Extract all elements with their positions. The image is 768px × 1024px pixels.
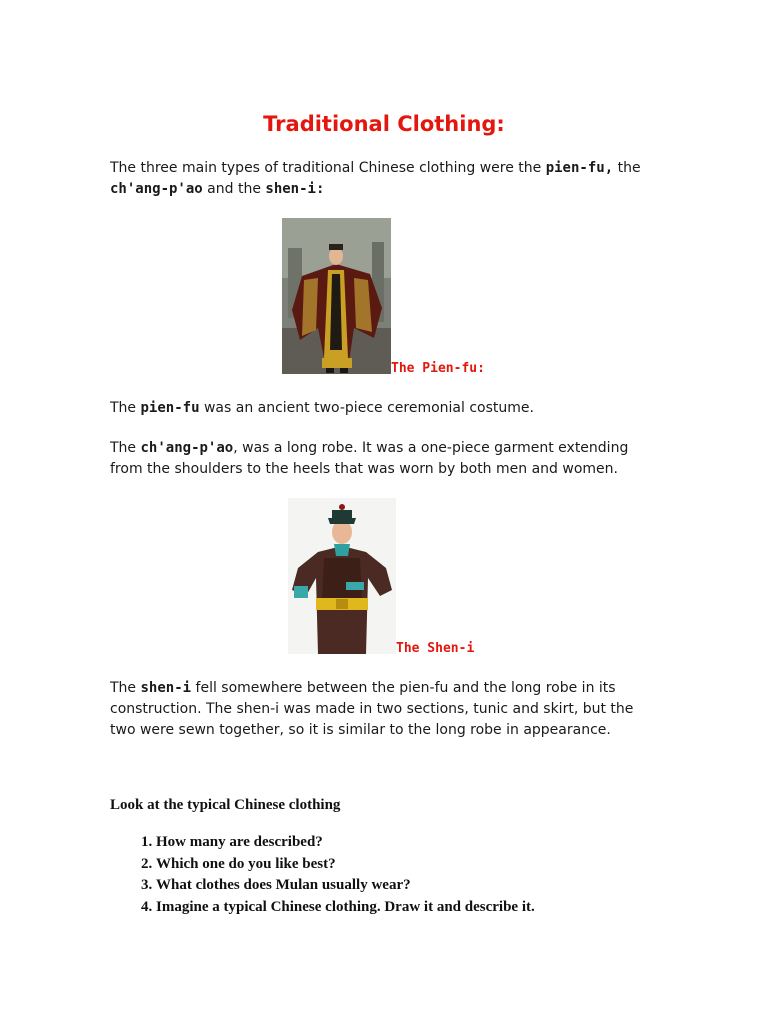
- pien-fu-paragraph: [110, 398, 670, 419]
- paragraph-text: was an ancient two-piece ceremonial costume.: [199, 400, 534, 416]
- paragraph-text: The: [110, 680, 141, 696]
- term-changpao: ch'ang-p'ao: [110, 181, 203, 197]
- pien-fu-caption: The Pien-fu:: [391, 361, 485, 376]
- intro-text: The three main types of traditional Chinese clothing were the: [110, 160, 546, 176]
- shen-i-illustration: [288, 498, 396, 654]
- question-list: [112, 832, 716, 918]
- intro-paragraph: [110, 158, 670, 200]
- page-title: Traditional Clothing:: [263, 112, 505, 136]
- paragraph-text: The: [110, 400, 141, 416]
- shen-i-photo: [288, 498, 396, 654]
- pien-fu-illustration: [282, 218, 391, 374]
- exercise-heading: Look at the typical Chinese clothing: [110, 797, 341, 813]
- term-shen-i: shen-i:: [265, 181, 325, 197]
- question-item: 1. How many are described?: [156, 832, 716, 854]
- term-pien-fu: pien-fu,: [545, 160, 614, 176]
- paragraph-text: fell somewhere between the pien-fu and the long robe in its construction. The shen-i was made in two sections, tunic and skirt, but the two were sewn together, so it is similar to the long robe in appearance.: [110, 680, 634, 738]
- term-shen-i: shen-i: [140, 680, 192, 696]
- question-item: 2. Which one do you like best?: [156, 854, 716, 876]
- changpao-paragraph: [110, 438, 640, 480]
- shen-i-caption: The Shen-i: [396, 641, 475, 656]
- intro-text: the: [613, 160, 641, 176]
- shen-i-paragraph: [110, 678, 650, 741]
- pien-fu-photo: [282, 218, 391, 374]
- paragraph-text: The: [110, 440, 141, 456]
- term-changpao: ch'ang-p'ao: [140, 440, 234, 456]
- term-pien-fu: pien-fu: [140, 400, 200, 416]
- paragraph-text: , was a long robe. It was a one-piece garment extending from the shoulders to the heels that was worn by both men and women.: [110, 440, 629, 477]
- question-item: 3. What clothes does Mulan usually wear?: [156, 875, 716, 897]
- intro-text: and the: [202, 181, 266, 197]
- question-item: 4. Imagine a typical Chinese clothing. Draw it and describe it.: [156, 897, 716, 919]
